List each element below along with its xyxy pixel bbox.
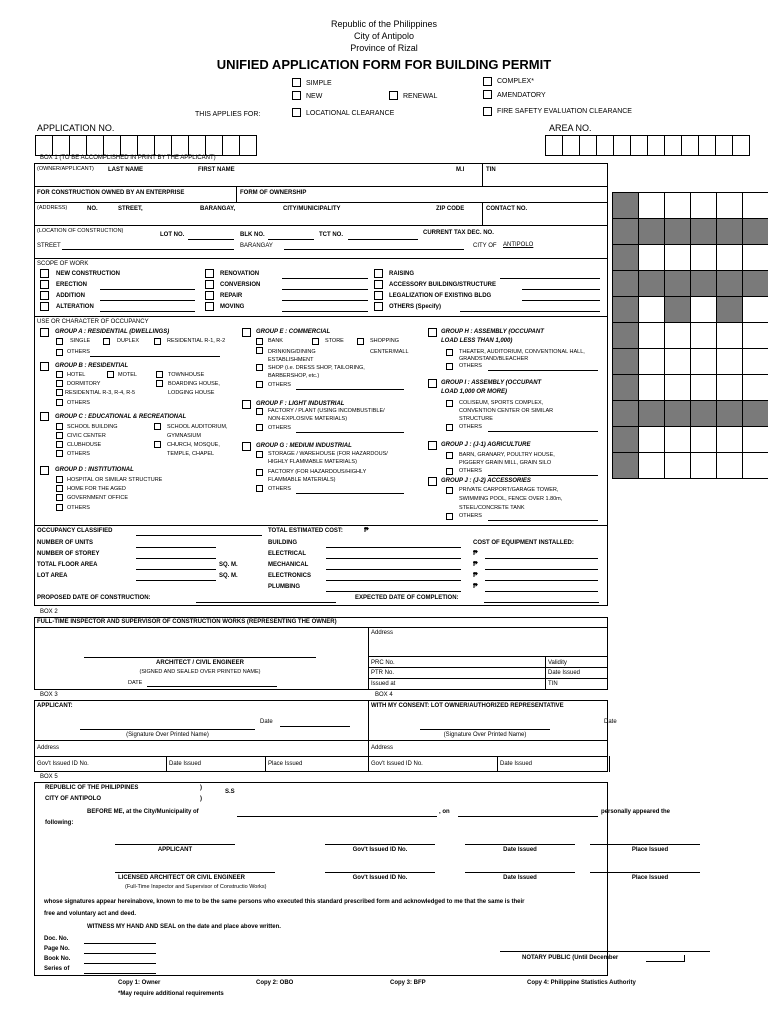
notary-label: NOTARY PUBLIC (Until December xyxy=(522,955,619,961)
renewal-checkbox[interactable] xyxy=(389,91,398,100)
header-republic: Republic of the Philippines xyxy=(330,19,438,29)
new-label: NEW xyxy=(306,93,323,100)
boarding-label: BOARDING HOUSE, xyxy=(168,381,220,387)
last-name-label: LAST NAME xyxy=(108,167,143,173)
group-c-others-label: OTHERS xyxy=(67,451,90,457)
group-h-label: GROUP H : ASSEMBLY (OCCUPANT xyxy=(441,329,544,335)
barangay-label: BARANGAY xyxy=(240,243,273,249)
total-cost-label: TOTAL ESTIMATED COST: xyxy=(268,528,343,534)
residential-r3-checkbox[interactable] xyxy=(56,389,63,396)
complex-checkbox[interactable] xyxy=(483,77,492,86)
scope-addition-checkbox[interactable] xyxy=(40,291,49,300)
header-city: City of Antipolo xyxy=(353,31,415,41)
licensed-label: LICENSED ARCHITECT OR CIVIL ENGINEER xyxy=(118,875,246,881)
group-a-checkbox[interactable] xyxy=(40,328,49,337)
storey-label: NUMBER OF STOREY xyxy=(37,551,100,557)
duplex-label: DUPLEX xyxy=(117,338,140,344)
home-aged-checkbox[interactable] xyxy=(56,485,63,492)
box2-title: BOX 2 xyxy=(40,609,58,615)
shopping-checkbox[interactable] xyxy=(357,338,364,345)
temple-label: TEMPLE, CHAPEL xyxy=(167,451,215,457)
lot-area-label: LOT AREA xyxy=(37,573,68,579)
scope-others-label: OTHERS (Specify) xyxy=(389,304,442,310)
townhouse-checkbox[interactable] xyxy=(156,371,163,378)
electrical-label: ELECTRICAL xyxy=(268,551,306,557)
tank-label: STEEL/CONCRETE TANK xyxy=(459,505,525,511)
flammable2-label: FLAMMABLE MATERIALS) xyxy=(268,477,336,483)
paren-2: ) xyxy=(200,796,202,802)
page-no-label: Page No. xyxy=(44,946,70,952)
licensed-place-label: Place Issued xyxy=(631,875,669,881)
equip-peso-3: ₱ xyxy=(473,572,478,579)
issued-at-label: Issued at xyxy=(371,681,396,687)
contact-label: CONTACT NO. xyxy=(486,206,528,212)
group-d-others-label: OTHERS xyxy=(67,505,90,511)
group-d-checkbox[interactable] xyxy=(40,466,49,475)
equip-peso-1: ₱ xyxy=(473,550,478,557)
shop-checkbox[interactable] xyxy=(256,364,263,371)
box3-place-label: Place Issued xyxy=(268,761,303,767)
street-label: STREET xyxy=(37,243,61,249)
scope-moving-checkbox[interactable] xyxy=(205,302,214,311)
applies-label: THIS APPLIES FOR: xyxy=(195,111,261,118)
box2-date-label: DATE xyxy=(128,680,143,686)
electronics-label: ELECTRONICS xyxy=(268,573,312,579)
residential-r3-label: RESIDENTIAL R-3, R-4, R-5 xyxy=(65,390,136,396)
group-j2-others-checkbox[interactable] xyxy=(446,513,453,520)
school-aud-checkbox[interactable] xyxy=(154,423,161,430)
group-i-label: GROUP I : ASSEMBLY (OCCUPANT xyxy=(441,380,542,386)
structure-label: STRUCTURE xyxy=(459,416,493,422)
tct-no-label: TCT NO. xyxy=(319,232,343,238)
witness-text: WITNESS MY HAND AND SEAL on the date and place above written. xyxy=(87,924,281,930)
box2-date-issued-label: Date Issued xyxy=(548,670,581,676)
affiant-applicant-label: APPLICANT xyxy=(157,847,193,853)
non-explosive-label: NON-EXPLOSIVE MATERIALS) xyxy=(268,416,348,422)
hotel-label: HOTEL xyxy=(67,372,86,378)
group-j2-others-label: OTHERS xyxy=(459,513,482,519)
store-label: STORE xyxy=(325,338,344,344)
scope-addition-label: ADDITION xyxy=(56,293,85,299)
first-name-label: FIRST NAME xyxy=(198,167,235,173)
hospital-label: HOSPITAL OR SIMILAR STRUCTURE xyxy=(67,477,163,483)
group-i-label2: LOAD 1,000 OR MORE) xyxy=(441,389,508,395)
group-g-others-checkbox[interactable] xyxy=(256,485,263,492)
signed-label: (SIGNED AND SEALED OVER PRINTED NAME) xyxy=(139,669,261,675)
architect-label: ARCHITECT / CIVIL ENGINEER xyxy=(156,660,244,666)
equip-peso-2: ₱ xyxy=(473,561,478,568)
plumbing-label: PLUMBING xyxy=(268,584,300,590)
bank-label: BANK xyxy=(268,338,283,344)
school-aud-label: SCHOOL AUDITORIUM, xyxy=(167,424,228,430)
convention-label: CONVENTION CENTER OR SIMILAR xyxy=(459,408,554,414)
hotel-checkbox[interactable] xyxy=(56,371,63,378)
box4-date-label: Date xyxy=(604,719,617,725)
group-j1-label: GROUP J : (J-1) AGRICULTURE xyxy=(441,442,531,448)
total-cost-peso: ₱ xyxy=(364,527,369,534)
expected-date-label: EXPECTED DATE OF COMPLETION: xyxy=(355,595,459,601)
barn-label: BARN, GRANARY, POULTRY HOUSE, xyxy=(459,452,555,458)
box4-title: BOX 4 xyxy=(375,692,393,698)
group-a-others-checkbox[interactable] xyxy=(56,349,63,356)
new-checkbox[interactable] xyxy=(292,91,301,100)
blk-no-label: BLK NO. xyxy=(240,232,265,238)
group-d-label: GROUP D : INSTITUTIONAL xyxy=(55,467,134,473)
city-antipolo-value: ANTIPOLO xyxy=(503,242,534,248)
licensed-govid-label: Gov't Issued ID No. xyxy=(352,875,408,881)
group-g-checkbox[interactable] xyxy=(242,442,251,451)
church-label: CHURCH, MOSQUE, xyxy=(167,442,220,448)
group-j2-checkbox[interactable] xyxy=(428,477,437,486)
group-b-others-label: OTHERS xyxy=(67,400,90,406)
group-g-label: GROUP G : MEDIUM INDUSTRIAL xyxy=(256,443,352,449)
scope-erection-checkbox[interactable] xyxy=(40,280,49,289)
scope-new-label: NEW CONSTRUCTION xyxy=(56,271,120,277)
occupancy-title: USE OR CHARACTER OF OCCUPANCY xyxy=(37,319,149,325)
ss-label: S.S xyxy=(225,789,235,795)
bank-checkbox[interactable] xyxy=(256,338,263,345)
storage-checkbox[interactable] xyxy=(256,451,263,458)
prc-label: PRC No. xyxy=(371,660,395,666)
residential-r1-checkbox[interactable] xyxy=(154,338,161,345)
box2-address-label: Address xyxy=(371,630,394,636)
before-me-label: BEFORE ME, at the City/Municipality of xyxy=(87,809,199,815)
on-label: , on xyxy=(439,809,450,815)
factory-plant-checkbox[interactable] xyxy=(256,408,263,415)
theater-checkbox[interactable] xyxy=(446,349,453,356)
republic-label: REPUBLIC OF THE PHILIPPINES xyxy=(45,785,139,791)
city-antipolo-label: CITY OF ANTIPOLO xyxy=(45,796,102,802)
amendatory-checkbox[interactable] xyxy=(483,90,492,99)
group-b-checkbox[interactable] xyxy=(40,362,49,371)
scope-repair-label: REPAIR xyxy=(220,293,243,299)
affiant-date-label: Date Issued xyxy=(503,847,537,853)
scope-others-checkbox[interactable] xyxy=(374,302,383,311)
group-f-checkbox[interactable] xyxy=(242,400,251,409)
group-h-checkbox[interactable] xyxy=(428,328,437,337)
coliseum-checkbox[interactable] xyxy=(446,400,453,407)
form-title: UNIFIED APPLICATION FORM FOR BUILDING PERMIT xyxy=(216,57,552,72)
scope-alteration-checkbox[interactable] xyxy=(40,302,49,311)
scope-accessory-label: ACCESSORY BUILDING/STRUCTURE xyxy=(389,282,497,288)
free-act-text: free and voluntary act and deed. xyxy=(44,911,137,917)
address-label: (ADDRESS) xyxy=(37,205,68,211)
scope-moving-label: MOVING xyxy=(220,304,245,310)
fulltime-label: (Full-Time Inspector and Supervisor of Constructio Works) xyxy=(125,884,267,890)
box4-date-issued-label: Date Issued xyxy=(500,761,533,767)
school-bldg-checkbox[interactable] xyxy=(56,423,63,430)
carport-checkbox[interactable] xyxy=(446,487,453,494)
addr-city-label: CITY/MUNICIPALITY xyxy=(283,206,341,212)
theater-label: THEATER, AUDITORIUM, CONVENTIONAL HALL, xyxy=(459,349,585,355)
consent-label: WITH MY CONSENT: LOT OWNER/AUTHORIZED REPRESENTATIVE xyxy=(371,703,564,709)
scope-raising-checkbox[interactable] xyxy=(374,269,383,278)
church-checkbox[interactable] xyxy=(154,441,161,448)
affiant-place-label: Place Issued xyxy=(631,847,669,853)
barbershop-label: BARBERSHOP, etc.) xyxy=(268,373,320,379)
enterprise-label: FOR CONSTRUCTION OWNED BY AN ENTERPRISE xyxy=(37,190,185,196)
single-label: SINGLE xyxy=(70,338,91,344)
location-label: (LOCATION OF CONSTRUCTION) xyxy=(37,228,124,234)
group-a-others-label: OTHERS xyxy=(67,349,90,355)
group-j1-others-label: OTHERS xyxy=(459,468,482,474)
complex-label: COMPLEX* xyxy=(497,78,534,85)
locational-checkbox[interactable] xyxy=(292,108,301,117)
group-j1-others-checkbox[interactable] xyxy=(446,468,453,475)
inspector-label: FULL-TIME INSPECTOR AND SUPERVISOR OF CONSTRUCTION WORKS (REPRESENTING THE OWNER) xyxy=(37,619,337,625)
store-checkbox[interactable] xyxy=(312,338,319,345)
clubhouse-checkbox[interactable] xyxy=(56,441,63,448)
zip-label: ZIP CODE xyxy=(436,206,465,212)
coliseum-label: COLISEUM, SPORTS COMPLEX, xyxy=(459,400,544,406)
group-h-label2: LOAD LESS THAN 1,000) xyxy=(441,338,513,344)
area-no-label: AREA NO. xyxy=(549,123,592,133)
dormitory-label: DORMITORY xyxy=(67,381,101,387)
scope-title: SCOPE OF WORK xyxy=(37,261,89,267)
group-e-label: GROUP E : COMMERCIAL xyxy=(256,329,331,335)
hospital-checkbox[interactable] xyxy=(56,476,63,483)
tin-label: TIN xyxy=(486,167,496,173)
group-b-others-checkbox[interactable] xyxy=(56,399,63,406)
simple-checkbox[interactable] xyxy=(292,78,301,87)
copy1-label: Copy 1: Owner xyxy=(118,980,161,986)
scope-accessory-checkbox[interactable] xyxy=(374,280,383,289)
scope-renovation-label: RENOVATION xyxy=(220,271,260,277)
motel-checkbox[interactable] xyxy=(107,371,114,378)
group-f-label: GROUP F : LIGHT INDUSTRIAL xyxy=(256,401,345,407)
mi-label: M.I xyxy=(456,167,465,173)
pool-label: SWIMMING POOL, FENCE OVER 1.80m, xyxy=(459,496,563,502)
establishment-label: ESTABLISHMENT xyxy=(268,357,314,363)
dormitory-checkbox[interactable] xyxy=(56,380,63,387)
office-use-grid xyxy=(612,192,768,479)
lodging-label: LODGING HOUSE xyxy=(168,390,215,396)
group-d-others-checkbox[interactable] xyxy=(56,504,63,511)
licensed-date-label: Date Issued xyxy=(503,875,537,881)
amendatory-label: AMENDATORY xyxy=(497,92,546,99)
boarding-checkbox[interactable] xyxy=(156,380,163,387)
gymnasium-label: GYMNASIUM xyxy=(167,433,201,439)
floor-area-label: TOTAL FLOOR AREA xyxy=(37,562,98,568)
following-label: following: xyxy=(45,820,74,826)
dining-checkbox[interactable] xyxy=(256,347,263,354)
city-of-label: CITY OF xyxy=(473,243,497,249)
mall-label: CENTER/MALL xyxy=(370,349,409,355)
group-j1-checkbox[interactable] xyxy=(428,441,437,450)
box1-title: BOX 1 (TO BE ACCOMPLISHED IN PRINT BY THE APPLICANT) xyxy=(40,155,216,161)
box4-govid-label: Gov't Issued ID No. xyxy=(371,761,423,767)
group-h-others-label: OTHERS xyxy=(459,363,482,369)
affiant-govid-label: Gov't Issued ID No. xyxy=(352,847,408,853)
grandstand-label: GRANDSTAND/BLEACHER xyxy=(459,356,529,362)
clubhouse-label: CLUBHOUSE xyxy=(67,442,102,448)
box4-address-label: Address xyxy=(371,745,394,751)
doc-no-label: Doc. No. xyxy=(44,936,69,942)
civic-checkbox[interactable] xyxy=(56,432,63,439)
carport-label: PRIVATE CARPORT/GARAGE TOWER, xyxy=(459,487,559,493)
locational-label: LOCATIONAL CLEARANCE xyxy=(306,110,395,117)
scope-repair-checkbox[interactable] xyxy=(205,291,214,300)
box4-sig-label: (Signature Over Printed Name) xyxy=(443,732,527,738)
group-c-label: GROUP C : EDUCATIONAL & RECREATIONAL xyxy=(55,414,187,420)
group-i-others-checkbox[interactable] xyxy=(446,424,453,431)
copy4-label: Copy 4: Philippine Statistics Authority xyxy=(527,980,636,986)
scope-conversion-label: CONVERSION xyxy=(220,282,261,288)
group-c-others-checkbox[interactable] xyxy=(56,450,63,457)
factory-hazard-label: FACTORY (FOR HAZARDOUS/HIGHLY xyxy=(268,469,367,475)
group-j2-label: GROUP J : (J-2) ACCESSORIES xyxy=(441,478,531,484)
scope-renovation-checkbox[interactable] xyxy=(205,269,214,278)
piggery-label: PIGGERY GRAIN MILL, GRAIN SILO xyxy=(459,460,552,466)
owner-label: (OWNER/APPLICANT) xyxy=(37,166,94,172)
addr-street-label: STREET, xyxy=(118,206,143,212)
duplex-checkbox[interactable] xyxy=(103,338,110,345)
mechanical-label: MECHANICAL xyxy=(268,562,309,568)
header-province: Province of Rizal xyxy=(350,43,418,53)
barn-checkbox[interactable] xyxy=(446,452,453,459)
scope-legalization-checkbox[interactable] xyxy=(374,291,383,300)
group-g-others-label: OTHERS xyxy=(268,486,291,492)
ownership-label: FORM OF OWNERSHIP xyxy=(240,190,307,196)
copy3-label: Copy 3: BFP xyxy=(390,980,426,986)
scope-legalization-label: LEGALIZATION OF EXISTING BLDG xyxy=(389,293,492,299)
box5-title: BOX 5 xyxy=(40,774,58,780)
box3-address-label: Address xyxy=(37,745,60,751)
series-label: Series of xyxy=(44,966,70,972)
group-a-label: GROUP A : RESIDENTIAL (DWELLINGS) xyxy=(55,329,170,335)
group-f-others-checkbox[interactable] xyxy=(256,424,263,431)
townhouse-label: TOWNHOUSE xyxy=(168,372,205,378)
storage-label: STORAGE / WAREHOUSE (FOR HAZARDOUS/ xyxy=(268,451,388,457)
whose-signatures-text: whose signatures appear hereinabove, known to me to be the same persons who executed this standard prescribed form and acknowledged to me that the same is their xyxy=(44,899,525,905)
scope-erection-label: ERECTION xyxy=(56,282,88,288)
scope-alteration-label: ALTERATION xyxy=(56,304,94,310)
group-i-others-label: OTHERS xyxy=(459,424,482,430)
group-e-checkbox[interactable] xyxy=(242,328,251,337)
home-aged-label: HOME FOR THE AGED xyxy=(67,486,126,492)
box2-tin-label: TIN xyxy=(548,681,558,687)
units-label: NUMBER OF UNITS xyxy=(37,540,93,546)
copy2-label: Copy 2: OBO xyxy=(256,980,294,986)
ptr-label: PTR No. xyxy=(371,670,395,676)
flammable-label: HIGHLY FLAMMABLE MATERIALS) xyxy=(268,459,357,465)
renewal-label: RENEWAL xyxy=(403,93,438,100)
scope-new-checkbox[interactable] xyxy=(40,269,49,278)
gov-office-label: GOVERNMENT OFFICE xyxy=(67,495,129,501)
group-i-checkbox[interactable] xyxy=(428,379,437,388)
note-label: *May require additional requirements xyxy=(118,991,224,997)
box3-govid-label: Gov't Issued ID No. xyxy=(37,761,89,767)
book-no-label: Book No. xyxy=(44,956,71,962)
shopping-label: SHOPPING xyxy=(370,338,400,344)
personally-label: personally appeared the xyxy=(601,809,671,815)
box3-title: BOX 3 xyxy=(40,692,58,698)
proposed-date-label: PROPOSED DATE OF CONSTRUCTION: xyxy=(37,595,151,601)
application-no-cells[interactable] xyxy=(35,135,257,156)
scope-raising-label: RAISING xyxy=(389,271,415,277)
group-e-others-label: OTHERS xyxy=(268,382,291,388)
lot-sqm-label: SQ. M. xyxy=(219,573,238,579)
factory-hazard-checkbox[interactable] xyxy=(256,469,263,476)
residential-r1-label: RESIDENTIAL R-1, R-2 xyxy=(167,338,226,344)
dining-label: DRINKING/DINING xyxy=(268,349,316,355)
tax-dec-label: CURRENT TAX DEC. NO. xyxy=(423,230,494,236)
application-no-label: APPLICATION NO. xyxy=(37,123,115,133)
factory-plant-label: FACTORY / PLANT (USING INCOMBUSTIBLE/ xyxy=(268,408,385,414)
fire-checkbox[interactable] xyxy=(483,107,492,116)
single-checkbox[interactable] xyxy=(56,338,63,345)
motel-label: MOTEL xyxy=(118,372,137,378)
paren-1: ) xyxy=(200,785,202,791)
group-e-others-checkbox[interactable] xyxy=(256,381,263,388)
lot-no-label: LOT NO. xyxy=(160,232,185,238)
group-b-label: GROUP B : RESIDENTIAL xyxy=(55,363,129,369)
equipment-cost-label: COST OF EQUIPMENT INSTALLED: xyxy=(473,540,574,546)
group-c-checkbox[interactable] xyxy=(40,412,49,421)
equip-peso-4: ₱ xyxy=(473,583,478,590)
shop-label: SHOP (i.e. DRESS SHOP, TAILORING, xyxy=(268,365,365,371)
gov-office-checkbox[interactable] xyxy=(56,494,63,501)
validity-label: Validity xyxy=(548,660,567,666)
applicant-label: APPLICANT: xyxy=(37,703,73,709)
addr-barangay-label: BARANGAY, xyxy=(200,206,236,212)
civic-label: CIVIC CENTER xyxy=(67,433,106,439)
group-h-others-checkbox[interactable] xyxy=(446,363,453,370)
box3-sig-label: (Signature Over Printed Name) xyxy=(126,732,209,738)
fire-label: FIRE SAFETY EVALUATION CLEARANCE xyxy=(497,108,632,115)
box3-date-issued-label: Date Issued xyxy=(169,761,202,767)
scope-conversion-checkbox[interactable] xyxy=(205,280,214,289)
occ-classified-label: OCCUPANCY CLASSIFIED xyxy=(37,528,113,534)
floor-sqm-label: SQ. M. xyxy=(219,562,238,568)
building-label: BUILDING xyxy=(268,540,297,546)
addr-no-label: NO. xyxy=(87,206,98,212)
box3-date-label: Date xyxy=(260,719,273,725)
area-no-cells[interactable] xyxy=(545,135,750,156)
simple-label: SIMPLE xyxy=(306,80,332,87)
school-bldg-label: SCHOOL BUILDING xyxy=(67,424,118,430)
group-f-others-label: OTHERS xyxy=(268,425,291,431)
